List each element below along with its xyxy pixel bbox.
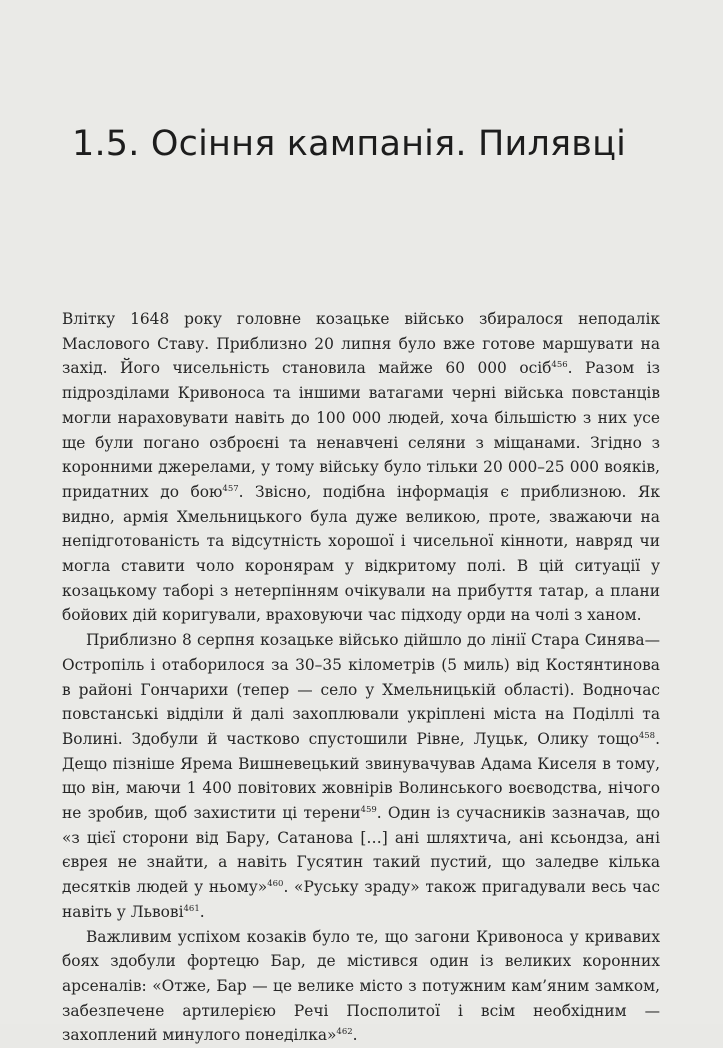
body-text bbox=[62, 307, 660, 1048]
text-run: . Дещо пізніше Ярема Вишневецький звинувачував Адама Киселя в тому, що він, маючи 1 400 повітових жовнірів Волинського воєводства, нічого не зробив, щоб захистити ці терени bbox=[62, 729, 660, 823]
text-run: Влітку 1648 року головне козацьке військо збиралося неподалік Маслового Ставу. Приблизно 20 липня було вже готове маршувати на захід. Його чисельність становила майже 60 000 осіб bbox=[62, 310, 660, 378]
footnote-marker: 457 bbox=[222, 483, 239, 494]
text-run: . Разом із підрозділами Кривоноса та іншими ватагами черні війська повстанців могли нараховувати навіть до 100 000 людей, хоча більшістю з них усе ще були погано озброєні та ненавчені селяни з міщанами. Згідно з коронними джерелами, у тому війську було тільки 20 000–25 000 вояків, придатних до бою bbox=[62, 359, 661, 501]
text-run: . «Руську зраду» також пригадували весь час навіть у Львові bbox=[62, 878, 661, 921]
text-run: Важливим успіхом козаків було те, що загони Кривоноса у кривавих боях здобули фортецю Бар, де містився один із великих коронних арсеналів: «Отже, Бар — це велике місто з потужним кам’яним замком, забезпечене артилерією Речі Посполитої і всім необхідним — захоплений минулого понеділка» bbox=[62, 927, 660, 1045]
text-run: Приблизно 8 серпня козацьке військо дійшло до лінії Стара Синява—Остропіль і отаборилося за 30–35 кілометрів (5 миль) від Костянтинова в районі Гончарихи (тепер — село у Хмельницькій області). Водночас повстанські відділи й далі захоплювали укріплені міста на Поділлі та Волині. Здобули й частково спустошили Рівне, Луцьк, Олику тощо bbox=[62, 631, 660, 748]
footnote-marker: 459 bbox=[360, 804, 377, 815]
paragraph-1 bbox=[62, 307, 660, 628]
text-run: . bbox=[199, 902, 205, 921]
footnote-marker: 461 bbox=[183, 903, 200, 914]
text-run: . Звісно, подібна інформація є приблизною. Як видно, армія Хмельницького була дуже великою, проте, зважаючи на непідготованість та відсутність хорошої і чисельної кінноти, навряд чи могла ставити чоло коронярам у відкритому полі. В цій ситуації у козацькому таборі з нетерпінням очікували на прибуття татар, а плани бойових дій коригували, враховуючи час підходу орди на чолі з ханом. bbox=[62, 482, 660, 625]
text-run: . bbox=[352, 1026, 358, 1045]
footnote-marker: 458 bbox=[638, 730, 656, 741]
chapter-title: 1.5. Осіння кампанія. Пилявці bbox=[72, 124, 627, 164]
footnote-marker: 462 bbox=[336, 1027, 353, 1038]
footnote-marker: 456 bbox=[551, 360, 568, 371]
paragraph-3 bbox=[62, 925, 660, 1048]
footnote-marker: 460 bbox=[267, 879, 284, 890]
text-run: . Один із сучасників зазначав, що «з цієї сторони від Бару, Сатанова […] ані шляхтича, ані ксьондза, ані єврея не знайти, а навіть Гусятин такий пустий, що заледве кілька десятків людей у ньому» bbox=[62, 804, 660, 897]
paragraph-2 bbox=[62, 628, 660, 924]
